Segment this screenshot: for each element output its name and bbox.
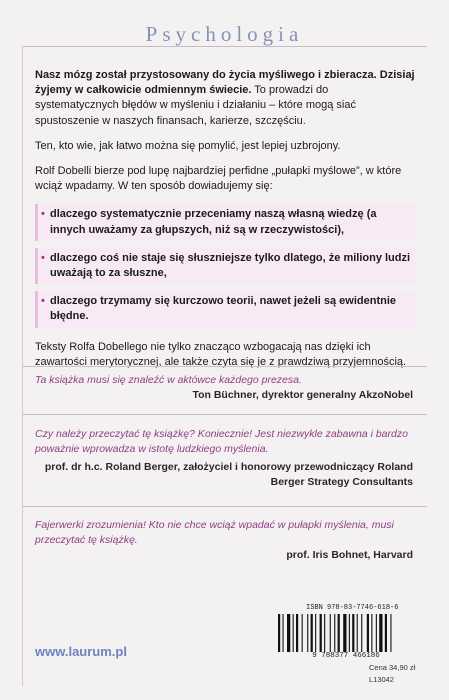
quote-text: Czy należy przeczytać tę książkę? Koniecznie! Jest niezwykle zabawna i bardzo poważnie wprowadza w istotę ludzkiego myślenia. — [35, 428, 408, 455]
bullet-marker: • — [41, 251, 45, 264]
bullet-text: dlaczego systematycznie przeceniamy naszą własną wiedzę (a innych uważamy za głupszych, niż są w rzeczywistości), — [50, 208, 377, 236]
divider — [22, 506, 427, 507]
product-code: L13042 — [369, 675, 395, 684]
quote-text: Fajerwerki zrozumienia! Kto nie chce wciąż wpadać w pułapki myślenia, musi przeczytać tę książkę. — [35, 519, 394, 546]
price: Cena 34,90 zł — [369, 663, 416, 672]
paragraph-2: Ten, kto wie, jak łatwo można się pomylić, jest lepiej uzbrojony. — [35, 139, 341, 152]
paragraph-4: Teksty Rolfa Dobellego nie tylko znacząco wzbogacają nas dzięki ich zawartości merytorycznej, ale także czyta się je z prawdziwą przyjemnością. — [35, 340, 407, 368]
bullet-list — [35, 204, 415, 327]
quote-text: Ta książka musi się znaleźć w aktówce każdego prezesa. — [35, 374, 302, 386]
bullet-marker: • — [41, 295, 45, 308]
paragraph-3: Rolf Dobelli bierze pod lupę najbardziej perfidne „pułapki myślowe”, w które wciąż wpadamy. W ten sposób dowiadujemy się: — [35, 165, 402, 193]
quote-block — [35, 427, 413, 490]
barcode-digits: 9 788377 466186 — [312, 652, 380, 660]
blurb-body — [35, 68, 415, 380]
quote-author: prof. dr h.c. Roland Berger, założyciel i honorowy przewodniczący Roland Berger Strategy Consultants — [44, 461, 413, 488]
divider — [22, 414, 427, 415]
publisher-website: www.laurum.pl — [35, 644, 127, 659]
divider — [22, 366, 427, 367]
bullet-item — [35, 248, 415, 284]
bullet-marker: • — [41, 208, 45, 221]
bullet-text: dlaczego coś nie staje się słuszniejsze tylko dlatego, że miliony ludzi uważają to za słuszne, — [50, 251, 411, 280]
barcode-block — [248, 604, 418, 660]
bullet-item — [35, 291, 415, 327]
quote-author: prof. Iris Bohnet, Harvard — [286, 549, 413, 561]
quote-block — [35, 373, 413, 403]
top-rule — [22, 46, 427, 47]
quote-block — [35, 518, 413, 563]
isbn: ISBN 978-83-7746-618-6 — [306, 604, 399, 612]
barcode-icon — [276, 614, 416, 652]
intro-lead: Nasz mózg został przystosowany do życia myśliwego i zbieracza. Dzisiaj żyjemy w całkowicie odmiennym świecie. — [35, 69, 415, 97]
bullet-text: dlaczego trzymamy się kurczowo teorii, nawet jeżeli są ewidentnie błędne. — [50, 295, 397, 323]
intro-rest: To prowadzi do systematycznych błędów w myśleniu i działaniu – które mogą siać spustoszenie w naszych finansach, karierze, szczęściu. — [35, 84, 356, 127]
intro-paragraph — [35, 68, 415, 129]
bullet-item — [35, 204, 415, 240]
quote-author: Ton Büchner, dyrektor generalny AkzoNobel — [192, 389, 413, 401]
series-title: Psychologia — [145, 22, 304, 46]
